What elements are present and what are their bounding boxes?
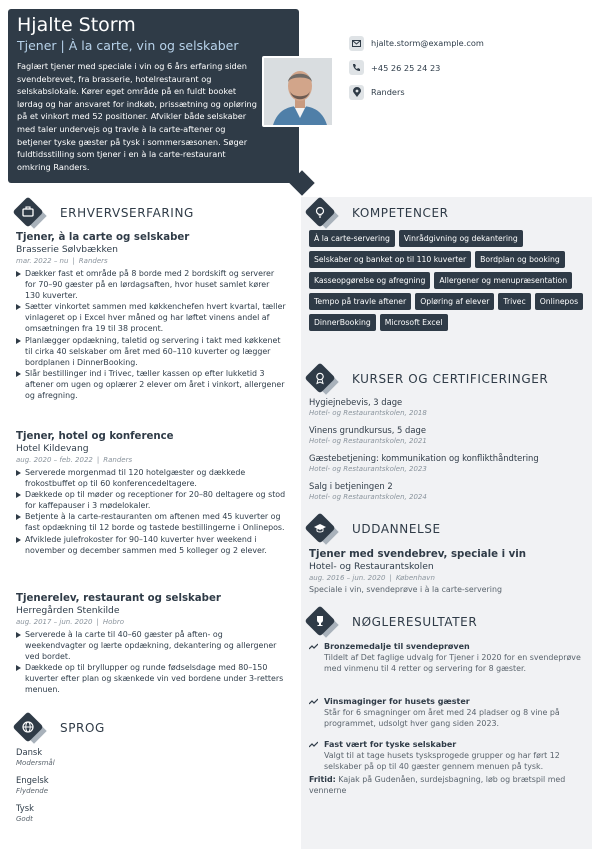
globe-icon [20,719,36,735]
language-item [16,775,49,796]
contact-phone-row[interactable] [349,56,484,81]
job-place: Randers [78,257,108,265]
briefcase-badge [15,199,50,227]
job-place: Hobro [102,618,124,626]
job-bullet: Dækkede op til møder og receptioner for 20–80 deltagere og stod for kaffepauser i 3 mødelokaler. [16,489,286,511]
graduation-cap-icon [312,520,328,536]
job-title: Tjener, hotel og konference [16,431,174,442]
job-dates: aug. 2020 – feb. 2022 [16,456,93,464]
job-bullet: Sætter vinkortet sammen med køkkenchefen hvert kvartal, tæller vinlageret op i Excel hver måned og har løftet vinens andel af omsætningen fra 19 til 38 procent. [16,301,286,334]
education-meta: aug. 2016 – jun. 2020 | København [309,574,435,582]
achievement-desc: Står for 6 smagninger om året med 24 pladser og 8 vine på programmet, udsolgt hver gang siden 2023. [324,708,560,729]
languages-heading [15,714,105,742]
education-dates: aug. 2016 – jun. 2020 [309,574,386,582]
skill-chip: Kasseopgørelse og afregning [309,272,430,289]
graduation-badge [307,515,342,543]
course-name: Gæstebetjening: kommunikation og konflikthåndtering [309,453,539,463]
job-entry [16,430,286,556]
profile-photo [262,56,334,127]
school-name: Hotel- og Restaurantskolen [309,561,434,572]
section-title: UDDANNELSE [352,522,441,536]
skill-chip: Selskaber og banket op til 110 kuverter [309,251,471,268]
course-provider: Hotel- og Restaurantskolen, 2018 [309,409,427,417]
course-name: Vinens grundkursus, 5 dage [309,425,426,435]
language-item [16,803,34,824]
trophy-icon [312,613,328,629]
job-title: Tjener, à la carte og selskaber [16,232,190,243]
skills-list [309,230,584,331]
skills-heading [307,199,449,227]
briefcase-icon [20,204,36,220]
ribbon-icon [312,370,328,386]
job-title: Tjenerelev, restaurant og selskaber [16,593,221,604]
contact-phone[interactable]: +45 26 25 24 23 [371,62,441,73]
course-provider: Hotel- og Restaurantskolen, 2021 [309,437,427,445]
achievement-item [309,739,581,772]
achievement-desc: Valgt til at tage husets tysksprogede grupper og har ført 12 selskaber på op til 40 gæster gennem menuen på tysk. [324,751,560,772]
job-bullet: Serverede à la carte til 40–60 gæster på aften- og weekendvagter og lærte opdækning, dekantering og allergener ved bordet. [16,629,286,662]
experience-heading [15,199,194,227]
profile-summary: Faglært tjener med speciale i vin og 6 års erfaring siden svendebrevet, fra brasserie, hotelrestaurant og selskabslokale. Kører eget område på en fuldt booket lørdag og har ansvaret for indkøb, prissætning og opløring på et vinkort med 52 positioner. Afvikler både selskaber med taler undervejs og travle à la carte-aftener og betjener tyske gæster på tysk i sommersæsonen. Søger fuldtidsstilling som tjener i en à la carte-restaurant omkring Randers. [17,61,257,172]
degree-title: Tjener med svendebrev, speciale i vin [309,549,527,560]
trend-up-icon [309,741,318,748]
job-entry [16,592,286,696]
skill-chip: Onlinepos [535,293,583,310]
job-meta: mar. 2022 – nu | Randers [16,257,108,265]
job-dates: mar. 2022 – nu [16,257,69,265]
language-level: Modersmål [16,759,55,767]
achievement-desc: Tildelt af Det faglige udvalg for Tjener i 2020 for en svendeprøve med vinmenu til 4 retter og servering for 8 gæster. [324,653,581,674]
job-bullet: Dækkede op til bryllupper og runde fødselsdage med 80–150 kuverter efter plan og skænkede vin ved bordene under 3-retters menuen. [16,662,286,695]
skill-chip: Opløring af elever [415,293,494,310]
job-bullet: Afviklede julefrokoster for 90–140 kuverter hver weekend i november og december sammen med 5 kolleger og 2 elever. [16,534,286,556]
contact-email-row[interactable] [349,31,484,56]
job-bullet: Betjente à la carte-restauranten om aftenen med 45 kuverter og fast opdækning til 12 borde og tastede bestillingerne i Onlinepos. [16,511,286,533]
language-level: Godt [16,815,33,823]
section-title: NØGLERESULTATER [352,615,478,629]
course-item [309,425,427,446]
course-provider: Hotel- og Restaurantskolen, 2024 [309,493,427,501]
education-place: København [395,574,435,582]
language-name: Tysk [16,803,34,813]
education-note: Speciale i vin, svendeprøve i à la carte-servering [309,585,502,594]
section-title: ERHVERVSERFARING [60,206,194,220]
job-dates: aug. 2017 – jun. 2020 [16,618,93,626]
skill-chip: Tempo på travle aftener [309,293,411,310]
achievements-heading [307,608,477,636]
skill-chip: Bordplan og booking [475,251,565,268]
trophy-badge [307,608,342,636]
skill-chip: Vinrådgivning og dekantering [399,230,523,247]
hobby-label: Fritid: [309,775,336,784]
achievement-item [309,696,581,729]
language-level: Flydende [16,787,49,795]
job-bullet: Serverede morgenmad til 120 hotelgæster og dækkede frokostbuffet op til 60 konferencedeltagere. [16,467,286,489]
mail-icon [349,36,364,51]
headline: Tjener | À la carte, vin og selskaber [17,38,239,53]
job-entry [16,231,286,401]
person-name: Hjalte Storm [17,14,136,36]
language-name: Engelsk [16,775,49,785]
job-company: Brasserie Sølvbækken [16,244,118,255]
contact-location: Randers [371,87,405,98]
courses-heading [307,365,548,393]
contact-location-row [349,80,484,105]
job-bullet: Slår bestillinger ind i Trivec, tæller kassen op efter lukketid 3 aftener om ugen og oplærer 2 elever om året i vinkort, allergener og afregning. [16,368,286,401]
course-item [309,481,427,502]
certificate-badge [307,365,342,393]
section-title: KURSER OG CERTIFICERINGER [352,372,549,386]
contact-email[interactable]: hjalte.storm@example.com [371,38,484,49]
location-pin-icon [349,85,364,100]
skill-chip: À la carte-servering [309,230,395,247]
achievement-item [309,641,581,674]
header-panel [8,9,299,183]
trend-up-icon [309,643,318,650]
course-item [309,397,427,418]
job-place: Randers [103,456,133,464]
achievement-title: Bronzemedalje til svendeprøven [324,642,470,651]
education-heading [307,515,441,543]
course-provider: Hotel- og Restaurantskolen, 2023 [309,465,427,473]
header-notch [289,170,314,195]
language-item [16,747,55,768]
hobby-line [309,774,581,796]
job-bullet: Planlægger opdækning, taletid og servering i takt med køkkenet til cirka 40 selskaber om året med 60–110 kuverter og lægger bordplanen i DinnerBooking. [16,335,286,368]
skill-chip: Microsoft Excel [380,314,448,331]
skill-chip: Allergener og menupræsentation [434,272,572,289]
phone-icon [349,60,364,75]
section-title: KOMPETENCER [352,206,449,220]
lightbulb-icon [312,204,328,220]
trend-up-icon [309,698,318,705]
achievement-title: Vinsmaginger for husets gæster [324,697,470,706]
job-meta: aug. 2020 – feb. 2022 | Randers [16,456,133,464]
course-name: Salg i betjeningen 2 [309,481,393,491]
contact-list [349,31,484,105]
globe-badge [15,714,50,742]
skill-chip: DinnerBooking [309,314,376,331]
course-item [309,453,539,474]
job-bullet: Dækker fast et område på 8 borde med 2 bordskift og serverer for 70–90 gæster på en lørdagsaften, hvor huset samlet kører 130 kuverter. [16,268,286,301]
achievement-title: Fast vært for tyske selskaber [324,740,457,749]
section-title: SPROG [60,721,105,735]
skill-chip: Trivec [498,293,530,310]
lightbulb-badge [307,199,342,227]
job-meta: aug. 2017 – jun. 2020 | Hobro [16,618,124,626]
job-company: Herregården Stenkilde [16,605,120,616]
job-company: Hotel Kildevang [16,443,89,454]
language-name: Dansk [16,747,43,757]
hobby-text: Kajak på Gudenåen, surdejsbagning, løb og brætspil med vennerne [309,775,566,796]
course-name: Hygiejnebevis, 3 dage [309,397,403,407]
education-item [309,548,581,595]
